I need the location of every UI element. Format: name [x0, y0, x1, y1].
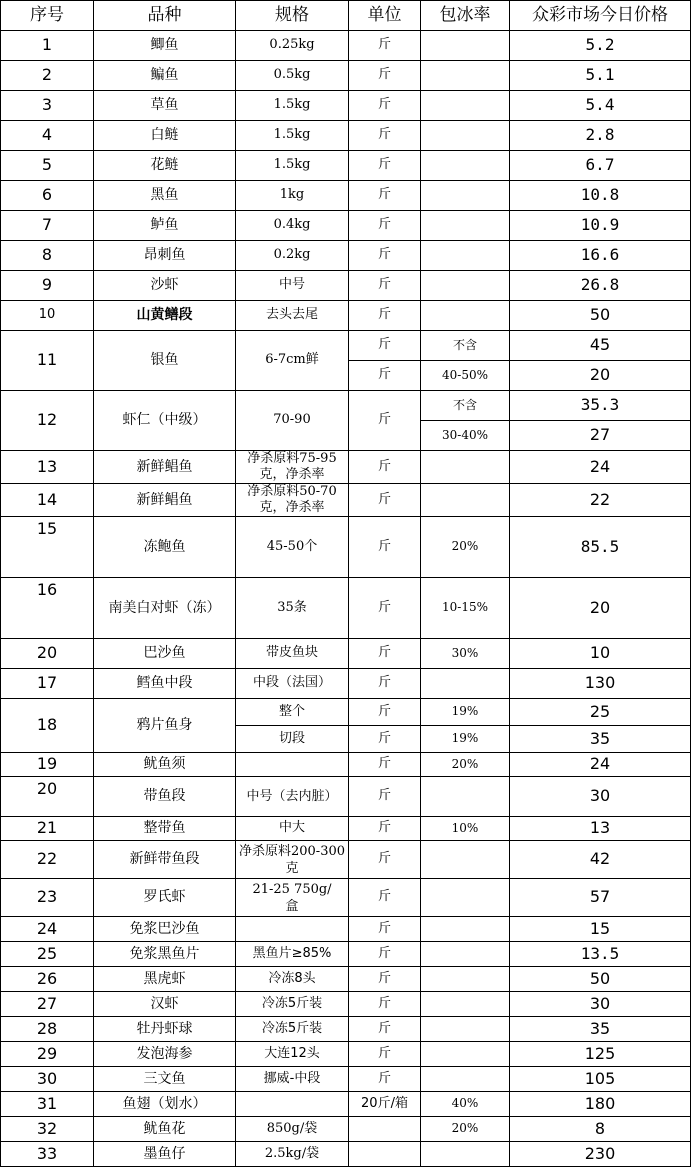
col-header-no: 序号: [1, 1, 94, 31]
cell-unit: 斤: [349, 121, 421, 151]
cell-unit: 斤: [349, 241, 421, 271]
cell-ice: [421, 31, 510, 61]
cell-unit: 斤: [349, 699, 421, 726]
cell-ice: 20%: [421, 753, 510, 777]
table-row: [1, 181, 691, 211]
cell-name: 免浆黑鱼片: [94, 942, 236, 967]
table-row: [1, 271, 691, 301]
table-row: [1, 669, 691, 699]
cell-ice: [421, 777, 510, 817]
cell-price: 24: [510, 451, 691, 484]
cell-unit: 斤: [349, 1042, 421, 1067]
table-row: [1, 151, 691, 181]
cell-ice: [421, 942, 510, 967]
cell-no: 24: [1, 917, 94, 942]
cell-price: 130: [510, 669, 691, 699]
cell-no: 4: [1, 121, 94, 151]
cell-spec: 70-90: [236, 391, 349, 451]
cell-no: 27: [1, 992, 94, 1017]
cell-price: 125: [510, 1042, 691, 1067]
cell-spec: 净杀原料50-70克，净杀率: [236, 484, 349, 517]
cell-spec: 中段（法国）: [236, 669, 349, 699]
cell-spec: 净杀原料200-300克: [236, 841, 349, 879]
table-row: [1, 817, 691, 841]
cell-name: 鱿鱼花: [94, 1117, 236, 1142]
cell-spec: 2.5kg/袋: [236, 1142, 349, 1167]
cell-unit: 斤: [349, 211, 421, 241]
cell-name: 鱿鱼须: [94, 753, 236, 777]
cell-unit: 斤: [349, 817, 421, 841]
cell-spec: 45-50个: [236, 517, 349, 578]
table-row: [1, 517, 691, 578]
table-row: [1, 484, 691, 517]
table-row: [1, 1042, 691, 1067]
cell-unit: 斤: [349, 578, 421, 639]
cell-name: 虾仁（中级）: [94, 391, 236, 451]
cell-price: 25: [510, 699, 691, 726]
cell-price: 230: [510, 1142, 691, 1167]
cell-ice: [421, 211, 510, 241]
table-row: [1, 841, 691, 879]
cell-no: 8: [1, 241, 94, 271]
table-row: [1, 31, 691, 61]
cell-price: 105: [510, 1067, 691, 1092]
cell-price: 45: [510, 331, 691, 361]
cell-unit: 斤: [349, 942, 421, 967]
cell-name: 草鱼: [94, 91, 236, 121]
cell-no: 19: [1, 753, 94, 777]
cell-spec: 1.5kg: [236, 151, 349, 181]
cell-price: 30: [510, 777, 691, 817]
table-row: [1, 1067, 691, 1092]
cell-ice: [421, 91, 510, 121]
cell-unit: 斤: [349, 91, 421, 121]
cell-no: 29: [1, 1042, 94, 1067]
cell-price: 10.8: [510, 181, 691, 211]
cell-ice: 不含: [421, 331, 510, 361]
cell-unit: 斤: [349, 451, 421, 484]
cell-price: 35: [510, 1017, 691, 1042]
cell-price: 85.5: [510, 517, 691, 578]
cell-name: 罗氏虾: [94, 879, 236, 917]
cell-no: 12: [1, 391, 94, 451]
cell-no: 26: [1, 967, 94, 992]
table-row: [1, 451, 691, 484]
cell-spec: 21-25 750g/盒: [236, 879, 349, 917]
cell-spec: 0.25kg: [236, 31, 349, 61]
cell-unit: 斤: [349, 391, 421, 451]
table-row: [1, 917, 691, 942]
cell-unit: 斤: [349, 484, 421, 517]
cell-no: 22: [1, 841, 94, 879]
cell-no: 18: [1, 699, 94, 753]
cell-price: 30: [510, 992, 691, 1017]
cell-name: 黑鱼: [94, 181, 236, 211]
cell-ice: [421, 151, 510, 181]
cell-price: 13.5: [510, 942, 691, 967]
cell-unit: 20斤/箱: [349, 1092, 421, 1117]
cell-ice: 19%: [421, 726, 510, 753]
cell-spec: 中大: [236, 817, 349, 841]
col-header-ice: 包冰率: [421, 1, 510, 31]
cell-unit: 斤: [349, 639, 421, 669]
table-row: [1, 578, 691, 639]
cell-unit: 斤: [349, 31, 421, 61]
cell-no: 20: [1, 639, 94, 669]
cell-name: 鸦片鱼身: [94, 699, 236, 753]
cell-unit: 斤: [349, 361, 421, 391]
cell-price: 10.9: [510, 211, 691, 241]
cell-name: 白鲢: [94, 121, 236, 151]
cell-unit: [349, 1142, 421, 1167]
cell-name: 新鲜带鱼段: [94, 841, 236, 879]
cell-ice: [421, 1142, 510, 1167]
table-row: [1, 1092, 691, 1117]
table-row: [1, 777, 691, 817]
table-row: [1, 639, 691, 669]
cell-spec: 0.4kg: [236, 211, 349, 241]
cell-ice: 不含: [421, 391, 510, 421]
cell-name: 鳕鱼中段: [94, 669, 236, 699]
table-row: [1, 391, 691, 421]
cell-price: 5.1: [510, 61, 691, 91]
cell-name: 鲈鱼: [94, 211, 236, 241]
table-row: [1, 121, 691, 151]
cell-name: 新鲜鲳鱼: [94, 451, 236, 484]
table-row: [1, 91, 691, 121]
cell-name: 鲫鱼: [94, 31, 236, 61]
cell-unit: 斤: [349, 777, 421, 817]
cell-no: 10: [1, 301, 94, 331]
cell-price: 180: [510, 1092, 691, 1117]
cell-spec: 净杀原料75-95克，净杀率: [236, 451, 349, 484]
cell-price: 50: [510, 967, 691, 992]
cell-price: 35.3: [510, 391, 691, 421]
table-row: [1, 301, 691, 331]
table-row: [1, 241, 691, 271]
cell-name: 带鱼段: [94, 777, 236, 817]
cell-spec: [236, 753, 349, 777]
cell-price: 15: [510, 917, 691, 942]
cell-ice: [421, 967, 510, 992]
cell-price: 26.8: [510, 271, 691, 301]
col-header-name: 品种: [94, 1, 236, 31]
cell-no: 3: [1, 91, 94, 121]
cell-price: 27: [510, 421, 691, 451]
cell-no: 1: [1, 31, 94, 61]
cell-no: 13: [1, 451, 94, 484]
cell-name: 鱼翅（划水）: [94, 1092, 236, 1117]
cell-no: 33: [1, 1142, 94, 1167]
cell-price: 57: [510, 879, 691, 917]
cell-name: 南美白对虾（冻）: [94, 578, 236, 639]
cell-name: 墨鱼仔: [94, 1142, 236, 1167]
table-row: [1, 61, 691, 91]
table-row: [1, 1117, 691, 1142]
cell-no: 17: [1, 669, 94, 699]
cell-name: 新鲜鲳鱼: [94, 484, 236, 517]
cell-no: 30: [1, 1067, 94, 1092]
cell-name: 巴沙鱼: [94, 639, 236, 669]
cell-ice: [421, 917, 510, 942]
table-row: [1, 1017, 691, 1042]
cell-price: 50: [510, 301, 691, 331]
cell-price: 20: [510, 578, 691, 639]
cell-ice: 20%: [421, 517, 510, 578]
table-row: [1, 879, 691, 917]
cell-price: 8: [510, 1117, 691, 1142]
cell-no: 16: [1, 578, 94, 639]
cell-ice: 40-50%: [421, 361, 510, 391]
cell-unit: 斤: [349, 1067, 421, 1092]
cell-unit: [349, 1117, 421, 1142]
cell-ice: [421, 484, 510, 517]
cell-unit: 斤: [349, 992, 421, 1017]
cell-price: 35: [510, 726, 691, 753]
cell-price: 24: [510, 753, 691, 777]
cell-no: 2: [1, 61, 94, 91]
cell-spec: 冷冻8头: [236, 967, 349, 992]
cell-name: 昂刺鱼: [94, 241, 236, 271]
cell-price: 2.8: [510, 121, 691, 151]
col-header-price: 众彩市场今日价格: [510, 1, 691, 31]
cell-unit: 斤: [349, 753, 421, 777]
cell-spec: 带皮鱼块: [236, 639, 349, 669]
cell-no: 11: [1, 331, 94, 391]
cell-price: 16.6: [510, 241, 691, 271]
cell-spec: 中号（去内脏）: [236, 777, 349, 817]
cell-ice: 40%: [421, 1092, 510, 1117]
cell-spec: 0.5kg: [236, 61, 349, 91]
col-header-spec: 规格: [236, 1, 349, 31]
cell-ice: [421, 1067, 510, 1092]
cell-unit: 斤: [349, 151, 421, 181]
cell-ice: [421, 241, 510, 271]
cell-spec: 大连12头: [236, 1042, 349, 1067]
cell-no: 5: [1, 151, 94, 181]
cell-unit: 斤: [349, 301, 421, 331]
cell-unit: 斤: [349, 669, 421, 699]
cell-name: 银鱼: [94, 331, 236, 391]
col-header-unit: 单位: [349, 1, 421, 31]
cell-unit: 斤: [349, 331, 421, 361]
cell-name: 花鲢: [94, 151, 236, 181]
cell-ice: [421, 841, 510, 879]
table-row: [1, 753, 691, 777]
cell-spec: 1.5kg: [236, 91, 349, 121]
table-row: [1, 942, 691, 967]
cell-unit: 斤: [349, 61, 421, 91]
cell-spec: 冷冻5斤装: [236, 1017, 349, 1042]
cell-ice: [421, 61, 510, 91]
cell-no: 7: [1, 211, 94, 241]
cell-no: 9: [1, 271, 94, 301]
cell-spec: 35条: [236, 578, 349, 639]
cell-ice: 10%: [421, 817, 510, 841]
cell-spec: 0.2kg: [236, 241, 349, 271]
cell-unit: 斤: [349, 841, 421, 879]
cell-price: 5.2: [510, 31, 691, 61]
cell-ice: [421, 1017, 510, 1042]
cell-no: 21: [1, 817, 94, 841]
cell-name: 牡丹虾球: [94, 1017, 236, 1042]
cell-name: 整带鱼: [94, 817, 236, 841]
cell-ice: [421, 121, 510, 151]
cell-name: 黑虎虾: [94, 967, 236, 992]
cell-ice: 30%: [421, 639, 510, 669]
cell-name: 冻鲍鱼: [94, 517, 236, 578]
cell-name: 汉虾: [94, 992, 236, 1017]
cell-spec: 挪威-中段: [236, 1067, 349, 1092]
cell-no: 28: [1, 1017, 94, 1042]
cell-ice: 19%: [421, 699, 510, 726]
cell-price: 13: [510, 817, 691, 841]
cell-name: 沙虾: [94, 271, 236, 301]
cell-ice: [421, 301, 510, 331]
cell-ice: [421, 271, 510, 301]
cell-ice: 10-15%: [421, 578, 510, 639]
cell-ice: [421, 992, 510, 1017]
cell-spec: 冷冻5斤装: [236, 992, 349, 1017]
cell-name: 免浆巴沙鱼: [94, 917, 236, 942]
cell-ice: [421, 879, 510, 917]
cell-spec: 1.5kg: [236, 121, 349, 151]
cell-ice: [421, 1042, 510, 1067]
cell-unit: 斤: [349, 271, 421, 301]
cell-price: 10: [510, 639, 691, 669]
cell-no: 31: [1, 1092, 94, 1117]
cell-name: 山黄鳝段: [94, 301, 236, 331]
cell-ice: 20%: [421, 1117, 510, 1142]
cell-no: 6: [1, 181, 94, 211]
cell-ice: [421, 451, 510, 484]
table-row: [1, 967, 691, 992]
cell-price: 42: [510, 841, 691, 879]
cell-spec: 中号: [236, 271, 349, 301]
cell-spec: 850g/袋: [236, 1117, 349, 1142]
cell-price: 22: [510, 484, 691, 517]
cell-spec: 1kg: [236, 181, 349, 211]
cell-price: 20: [510, 361, 691, 391]
table-row: [1, 1142, 691, 1167]
cell-ice: 30-40%: [421, 421, 510, 451]
cell-spec: 去头去尾: [236, 301, 349, 331]
cell-unit: 斤: [349, 726, 421, 753]
table-row: [1, 992, 691, 1017]
header-row: [1, 1, 691, 31]
cell-ice: [421, 181, 510, 211]
cell-spec: 切段: [236, 726, 349, 753]
table-row: [1, 699, 691, 726]
cell-no: 23: [1, 879, 94, 917]
cell-name: 三文鱼: [94, 1067, 236, 1092]
cell-unit: 斤: [349, 917, 421, 942]
cell-unit: 斤: [349, 517, 421, 578]
cell-spec: 黑鱼片≥85%: [236, 942, 349, 967]
cell-spec: [236, 917, 349, 942]
cell-no: 20: [1, 777, 94, 817]
cell-ice: [421, 669, 510, 699]
cell-name: 发泡海参: [94, 1042, 236, 1067]
cell-no: 15: [1, 517, 94, 578]
cell-spec: 整个: [236, 699, 349, 726]
cell-price: 5.4: [510, 91, 691, 121]
cell-unit: 斤: [349, 967, 421, 992]
cell-no: 25: [1, 942, 94, 967]
table-row: [1, 331, 691, 361]
cell-unit: 斤: [349, 181, 421, 211]
cell-price: 6.7: [510, 151, 691, 181]
cell-spec: 6-7cm鲜: [236, 331, 349, 391]
cell-spec: [236, 1092, 349, 1117]
cell-no: 14: [1, 484, 94, 517]
table-row: [1, 211, 691, 241]
cell-unit: 斤: [349, 879, 421, 917]
cell-unit: 斤: [349, 1017, 421, 1042]
cell-no: 32: [1, 1117, 94, 1142]
cell-name: 鳊鱼: [94, 61, 236, 91]
